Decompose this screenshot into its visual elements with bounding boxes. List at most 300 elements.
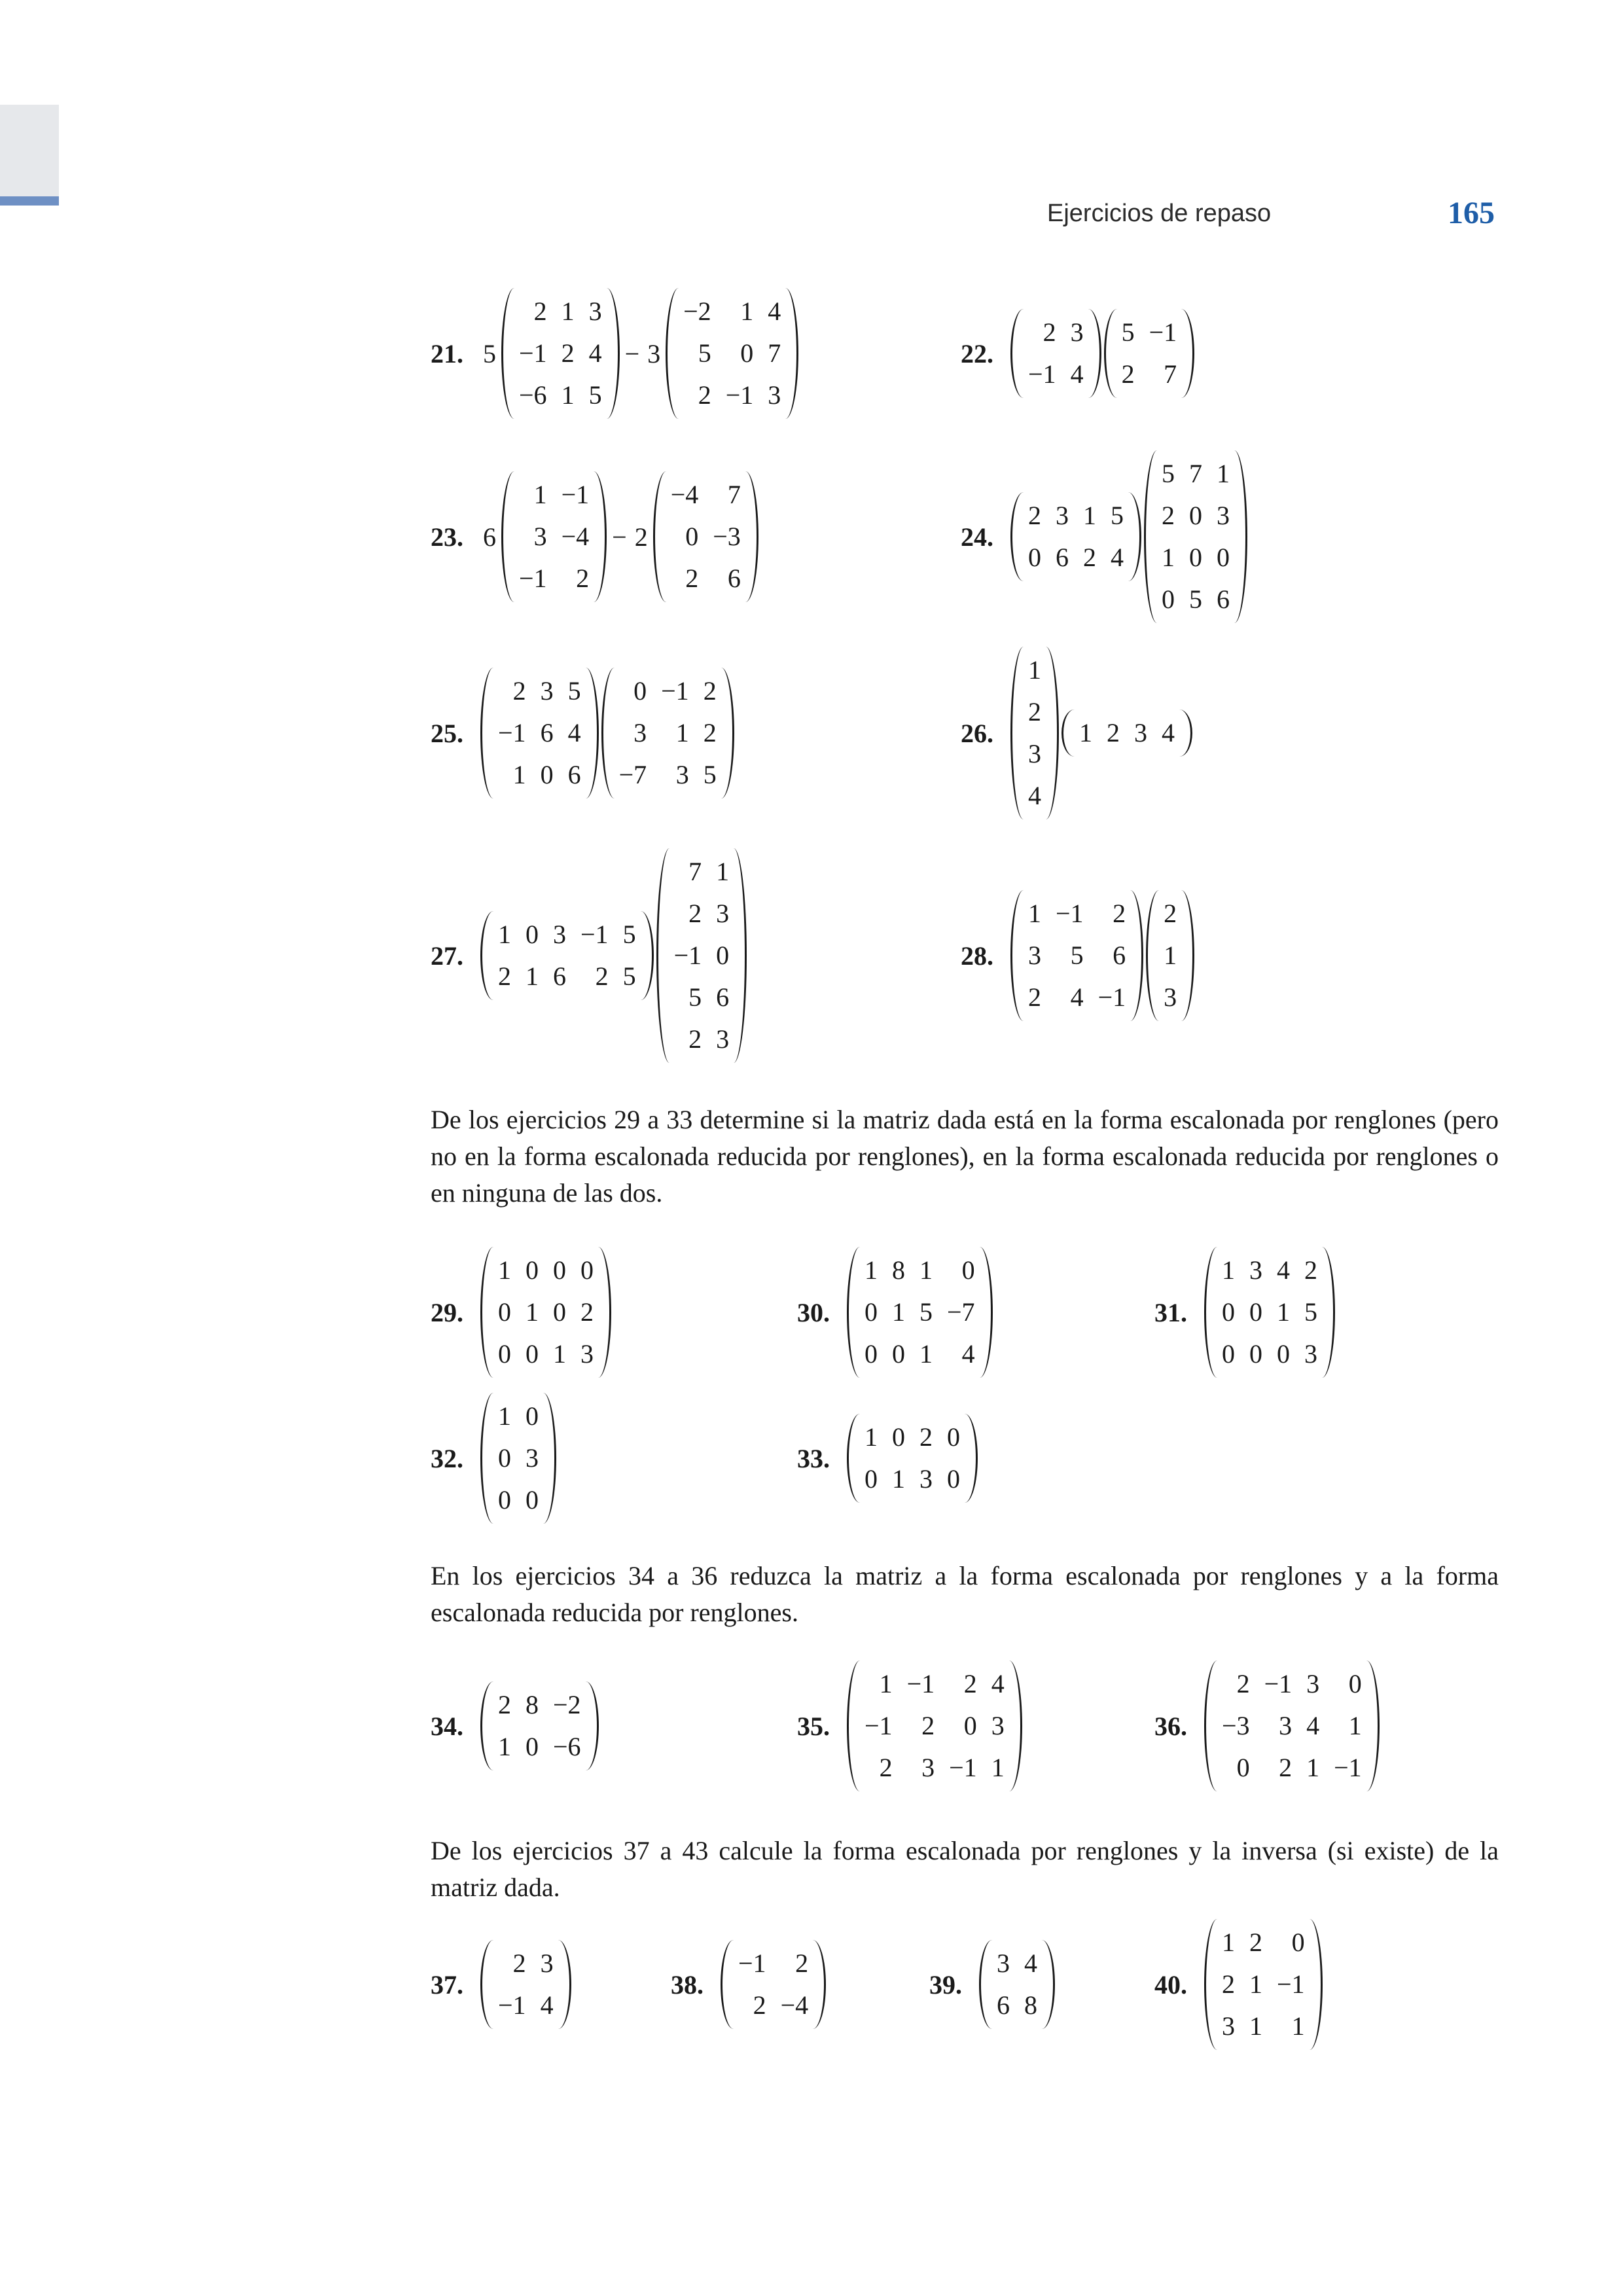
matrix-cell: 1	[1306, 1753, 1320, 1782]
exercise-number: 40.	[1154, 1969, 1187, 2000]
matrix-body	[516, 288, 605, 419]
matrix-cell: 0	[1249, 1339, 1262, 1369]
matrix-cell: 6	[567, 760, 581, 789]
matrix-cell: 5	[567, 676, 581, 706]
left-parenthesis	[847, 1414, 862, 1503]
matrix-cell: 0	[526, 1339, 539, 1369]
matrix	[480, 668, 599, 798]
matrix	[1010, 309, 1101, 398]
matrix-cell: −7	[618, 760, 647, 789]
right-parenthesis	[584, 668, 599, 798]
left-parenthesis	[653, 471, 668, 602]
matrix	[480, 1247, 611, 1378]
exercise-number: 27.	[431, 941, 463, 971]
matrix-cell: 3	[533, 522, 547, 551]
left-parenthesis	[1010, 492, 1026, 581]
matrix-cell: 2	[512, 676, 526, 706]
matrix	[847, 1247, 993, 1378]
matrix	[480, 1393, 556, 1524]
matrix-body	[1026, 309, 1086, 398]
exercise-number: 34.	[431, 1711, 463, 1741]
left-parenthesis	[721, 1940, 736, 2029]
matrix	[480, 911, 654, 1000]
matrix-cell: −6	[519, 380, 547, 410]
matrix-cell: 0	[498, 1297, 511, 1327]
left-parenthesis	[656, 848, 671, 1063]
matrix-cell: 3	[540, 676, 554, 706]
matrix-cell: 2	[1107, 718, 1120, 747]
matrix-cell: 2	[753, 1990, 766, 2020]
matrix-cell: 1	[561, 296, 575, 326]
matrix-cell: −4	[561, 522, 590, 551]
matrix-cell: 6	[716, 982, 730, 1012]
matrix-cell: 3	[1279, 1711, 1293, 1740]
matrix	[721, 1940, 826, 2029]
left-parenthesis	[480, 1940, 495, 2029]
matrix-cell: 3	[1306, 1669, 1320, 1698]
matrix-cell: 1	[919, 1255, 933, 1285]
matrix-cell: 2	[1028, 697, 1041, 726]
matrix-cell: 2	[698, 380, 711, 410]
matrix-cell: 0	[553, 1297, 566, 1327]
matrix-cell: 3	[921, 1753, 935, 1782]
matrix-cell: 1	[1222, 1928, 1235, 1957]
matrix-cell: 2	[688, 899, 702, 928]
exercise-number: 33.	[797, 1443, 830, 1473]
matrix	[1010, 492, 1141, 581]
matrix-cell: 0	[633, 676, 647, 706]
matrix-cell: 6	[553, 961, 566, 991]
matrix-cell: 1	[879, 1669, 893, 1698]
matrix-cell: 4	[1162, 718, 1175, 747]
matrix-cell: 1	[1222, 1255, 1235, 1285]
matrix-cell: −1	[673, 941, 702, 970]
right-parenthesis	[541, 1393, 556, 1524]
matrix-cell: 1	[533, 480, 547, 509]
matrix-cell: 0	[526, 920, 539, 949]
matrix-cell: 4	[1277, 1255, 1290, 1285]
matrix-cell: 2	[576, 564, 590, 593]
matrix-cell: 0	[498, 1485, 511, 1515]
matrix-cell: −1	[865, 1711, 893, 1740]
left-parenthesis	[501, 288, 516, 419]
matrix	[1204, 1247, 1335, 1378]
matrix-body	[1026, 492, 1126, 581]
matrix-cell: 1	[553, 1339, 566, 1369]
right-parenthesis	[556, 1940, 571, 2029]
matrix-cell: 4	[961, 1339, 975, 1369]
right-parenthesis	[743, 471, 758, 602]
matrix-cell: 3	[540, 1948, 554, 1978]
matrix-cell: 2	[533, 296, 547, 326]
matrix-body	[994, 1940, 1040, 2029]
scalar-coefficient: 3	[647, 338, 661, 368]
matrix-cell: 0	[740, 338, 754, 368]
matrix-cell: 0	[1291, 1928, 1305, 1957]
scalar-coefficient: 2	[634, 522, 648, 552]
right-parenthesis	[1040, 1940, 1055, 2029]
left-parenthesis	[480, 911, 495, 1000]
matrix	[656, 848, 747, 1063]
exercise-number: 21.	[431, 338, 463, 368]
left-parenthesis	[666, 288, 681, 419]
matrix-cell: 2	[498, 1690, 511, 1719]
right-parenthesis	[1044, 647, 1059, 819]
matrix-cell: 3	[1134, 718, 1147, 747]
right-parenthesis	[978, 1247, 993, 1378]
matrix-cell: 3	[1056, 501, 1069, 530]
matrix-cell: 1	[498, 1401, 511, 1431]
left-parenthesis	[501, 471, 516, 602]
right-parenthesis	[1364, 1660, 1380, 1791]
matrix-cell: 8	[1024, 1990, 1037, 2020]
matrix-cell: 1	[892, 1297, 905, 1327]
matrix-cell: 2	[921, 1711, 935, 1740]
instruction-paragraph-34-36: En los ejercicios 34 a 36 reduzca la matriz a la forma escalonada por renglones y a la forma escalonada reducida por renglones.	[431, 1561, 1499, 1627]
matrix-cell: 1	[991, 1753, 1005, 1782]
right-parenthesis	[1177, 709, 1192, 757]
matrix-cell: 0	[892, 1422, 905, 1452]
matrix-body	[862, 1660, 1007, 1791]
matrix-cell: 2	[1028, 982, 1041, 1012]
matrix-cell: 4	[540, 1990, 554, 2020]
right-parenthesis	[1179, 890, 1194, 1021]
matrix-body	[681, 288, 783, 419]
exercise-number: 37.	[431, 1969, 463, 2000]
exercise-number: 30.	[797, 1297, 830, 1327]
right-parenthesis	[1308, 1919, 1323, 2050]
matrix-body	[1161, 890, 1179, 1021]
matrix-cell: 0	[947, 1422, 960, 1452]
exercise-number: 26.	[961, 718, 993, 748]
matrix-cell: 1	[865, 1255, 878, 1285]
matrix-cell: 2	[685, 564, 699, 593]
matrix-cell: 7	[1189, 459, 1202, 488]
matrix-cell: 0	[865, 1339, 878, 1369]
instruction-paragraph-29-33: De los ejercicios 29 a 33 determine si la matriz dada está en la forma escalonada por renglones (pero no en la forma escalonada reducida por renglones), en la forma escalonada reducida por renglones o en ninguna de las dos.	[431, 1105, 1499, 1208]
matrix-cell: 0	[526, 1401, 539, 1431]
matrix-body	[495, 1940, 556, 2029]
matrix-body	[1077, 709, 1177, 757]
matrix-cell: 1	[716, 857, 730, 886]
left-parenthesis	[480, 1247, 495, 1378]
matrix-cell: 3	[1028, 941, 1041, 970]
left-parenthesis	[979, 1940, 994, 2029]
matrix	[1010, 890, 1143, 1021]
matrix-cell: 0	[685, 522, 699, 551]
matrix-cell: 3	[588, 296, 602, 326]
matrix-cell: 1	[1217, 459, 1230, 488]
matrix-cell: 5	[1121, 317, 1135, 347]
matrix-cell: 3	[580, 1339, 594, 1369]
matrix-cell: −1	[725, 380, 754, 410]
matrix-cell: 5	[588, 380, 602, 410]
matrix-cell: 0	[498, 1443, 511, 1473]
matrix-cell: 5	[622, 961, 636, 991]
matrix-cell: 3	[1222, 2011, 1235, 2041]
matrix-cell: 5	[1304, 1297, 1317, 1327]
matrix-cell: 0	[1277, 1339, 1290, 1369]
matrix-cell: 5	[1111, 501, 1124, 530]
matrix-body	[862, 1247, 978, 1378]
exercise-number: 29.	[431, 1297, 463, 1327]
matrix-cell: 5	[688, 982, 702, 1012]
minus-operator: −	[624, 338, 640, 368]
left-parenthesis	[1104, 309, 1119, 398]
left-parenthesis	[847, 1660, 862, 1791]
matrix-cell: 0	[1162, 584, 1175, 614]
matrix	[1144, 450, 1247, 623]
matrix-body	[516, 471, 592, 602]
matrix	[480, 1940, 571, 2029]
matrix-cell: −2	[683, 296, 711, 326]
matrix-cell: 6	[1056, 543, 1069, 572]
matrix-body	[1026, 647, 1044, 819]
matrix	[1204, 1919, 1323, 2050]
matrix-cell: 1	[740, 296, 754, 326]
matrix-cell: 2	[1043, 317, 1056, 347]
matrix-body	[616, 668, 719, 798]
matrix-cell: −1	[949, 1753, 977, 1782]
matrix	[653, 471, 758, 602]
left-parenthesis	[480, 1681, 495, 1770]
matrix-body	[495, 668, 584, 798]
matrix-cell: 0	[580, 1255, 594, 1285]
right-parenthesis	[1126, 492, 1141, 581]
matrix-cell: −1	[1028, 359, 1056, 389]
matrix-cell: 1	[1028, 655, 1041, 685]
matrix-cell: 2	[703, 676, 717, 706]
left-parenthesis	[1010, 309, 1026, 398]
matrix-cell: 2	[1164, 899, 1177, 928]
matrix-cell: 3	[553, 920, 566, 949]
matrix-cell: 0	[553, 1255, 566, 1285]
matrix-cell: 5	[703, 760, 717, 789]
right-parenthesis	[1128, 890, 1143, 1021]
right-parenthesis	[592, 471, 607, 602]
right-parenthesis	[605, 288, 620, 419]
matrix-cell: 3	[526, 1443, 539, 1473]
matrix-cell: 5	[919, 1297, 933, 1327]
matrix-cell: 0	[1189, 501, 1202, 530]
matrix-cell: 5	[698, 338, 711, 368]
matrix-cell: 1	[675, 718, 689, 747]
left-parenthesis	[1146, 890, 1161, 1021]
left-parenthesis	[1204, 1247, 1219, 1378]
matrix-cell: 1	[498, 920, 511, 949]
matrix-cell: 6	[1113, 941, 1126, 970]
matrix-cell: −1	[1264, 1669, 1293, 1698]
matrix	[1146, 890, 1194, 1021]
matrix-cell: −1	[1277, 1969, 1305, 1999]
matrix-cell: 1	[865, 1422, 878, 1452]
right-parenthesis	[1007, 1660, 1022, 1791]
right-parenthesis	[783, 288, 798, 419]
left-parenthesis	[1010, 647, 1026, 819]
matrix-cell: 4	[1070, 359, 1084, 389]
matrix-cell: 5	[622, 920, 636, 949]
matrix-cell: 1	[1079, 718, 1092, 747]
left-parenthesis	[1204, 1660, 1219, 1791]
right-parenthesis	[584, 1681, 599, 1770]
exercise-number: 22.	[961, 338, 993, 368]
matrix-cell: 3	[768, 380, 781, 410]
right-parenthesis	[1179, 309, 1194, 398]
matrix	[601, 668, 734, 798]
matrix-cell: 3	[633, 718, 647, 747]
matrix-body	[1159, 450, 1232, 623]
matrix-cell: 5	[1189, 584, 1202, 614]
matrix-cell: 2	[1121, 359, 1135, 389]
matrix-cell: −3	[713, 522, 741, 551]
matrix-body	[1219, 1919, 1308, 2050]
matrix-cell: 1	[1028, 899, 1041, 928]
right-parenthesis	[1232, 450, 1247, 623]
matrix-cell: 0	[1236, 1753, 1250, 1782]
left-parenthesis	[1010, 890, 1026, 1021]
matrix-cell: 4	[768, 296, 781, 326]
matrix-cell: 1	[892, 1464, 905, 1494]
matrix-body	[1219, 1247, 1320, 1378]
matrix-cell: 0	[963, 1711, 977, 1740]
matrix-cell: 0	[1348, 1669, 1362, 1698]
scalar-coefficient: 5	[483, 338, 496, 368]
matrix-body	[671, 848, 732, 1063]
matrix-cell: 1	[1083, 501, 1096, 530]
matrix-cell: 3	[991, 1711, 1005, 1740]
matrix-cell: 3	[675, 760, 689, 789]
matrix-cell: 1	[1164, 941, 1177, 970]
matrix-cell: 2	[580, 1297, 594, 1327]
matrix-cell: 3	[1028, 739, 1041, 768]
matrix	[1061, 709, 1192, 757]
matrix-cell: 0	[865, 1297, 878, 1327]
matrix-cell: 0	[1249, 1297, 1262, 1327]
matrix-cell: 4	[1024, 1948, 1037, 1978]
matrix-cell: 1	[526, 1297, 539, 1327]
matrix-cell: −1	[906, 1669, 935, 1698]
matrix-cell: 1	[526, 961, 539, 991]
matrix-cell: 2	[1236, 1669, 1250, 1698]
exercise-number: 35.	[797, 1711, 830, 1741]
matrix-cell: −1	[661, 676, 689, 706]
matrix-cell: 6	[727, 564, 741, 593]
matrix-cell: 8	[526, 1690, 539, 1719]
matrix-cell: 0	[716, 941, 730, 970]
matrix-cell: 1	[1162, 543, 1175, 572]
matrix	[1010, 647, 1059, 819]
left-parenthesis	[1144, 450, 1159, 623]
matrix-cell: −6	[553, 1732, 581, 1761]
matrix-body	[862, 1414, 963, 1503]
matrix-cell: 2	[512, 1948, 526, 1978]
matrix	[480, 1681, 599, 1770]
matrix	[666, 288, 798, 419]
right-parenthesis	[1320, 1247, 1335, 1378]
matrix-cell: 2	[919, 1422, 933, 1452]
exercise-number: 32.	[431, 1443, 463, 1473]
matrix-cell: 2	[688, 1024, 702, 1054]
matrix	[501, 471, 607, 602]
matrix	[847, 1414, 978, 1503]
matrix-cell: 1	[1291, 2011, 1305, 2041]
matrix-body	[495, 1681, 584, 1770]
matrix-cell: 5	[1070, 941, 1084, 970]
matrix-cell: 1	[561, 380, 575, 410]
matrix-cell: 7	[768, 338, 781, 368]
matrix-cell: 2	[1162, 501, 1175, 530]
right-parenthesis	[596, 1247, 611, 1378]
matrix-cell: 6	[997, 1990, 1010, 2020]
matrix-body	[1219, 1660, 1364, 1791]
matrix-cell: −1	[1334, 1753, 1362, 1782]
matrix-cell: 1	[498, 1255, 511, 1285]
matrix-cell: 3	[997, 1948, 1010, 1978]
matrix-cell: 0	[1222, 1339, 1235, 1369]
matrix-cell: 0	[947, 1464, 960, 1494]
matrix-cell: 2	[1028, 501, 1041, 530]
matrix-cell: 3	[716, 899, 730, 928]
matrix-cell: 2	[1083, 543, 1096, 572]
matrix-cell: 0	[540, 760, 554, 789]
matrix-cell: 4	[991, 1669, 1005, 1698]
matrix-body	[1026, 890, 1128, 1021]
matrix	[1104, 309, 1195, 398]
matrix-cell: 0	[1222, 1297, 1235, 1327]
scalar-coefficient: 6	[483, 522, 496, 552]
instruction-paragraph-37-43: De los ejercicios 37 a 43 calcule la forma escalonada por renglones y la inversa (si existe) de la matriz dada.	[431, 1836, 1499, 1902]
left-parenthesis	[601, 668, 616, 798]
matrix-cell: 1	[919, 1339, 933, 1369]
page-number: 165	[1448, 196, 1495, 230]
matrix	[847, 1660, 1022, 1791]
matrix-cell: 2	[595, 961, 609, 991]
matrix-cell: 5	[1162, 459, 1175, 488]
left-parenthesis	[480, 668, 495, 798]
matrix-cell: −1	[519, 564, 547, 593]
matrix-body	[736, 1940, 811, 2029]
matrix-cell: 3	[716, 1024, 730, 1054]
exercise-number: 36.	[1154, 1711, 1187, 1741]
matrix-body	[495, 1393, 541, 1524]
matrix-cell: 0	[1217, 543, 1230, 572]
matrix-cell: −1	[519, 338, 547, 368]
matrix	[1204, 1660, 1380, 1791]
matrix-cell: −1	[1056, 899, 1084, 928]
left-parenthesis	[480, 1393, 495, 1524]
matrix-cell: 1	[1249, 2011, 1262, 2041]
matrix-cell: 1	[1348, 1711, 1362, 1740]
matrix-cell: 7	[688, 857, 702, 886]
matrix-cell: 3	[1304, 1339, 1317, 1369]
matrix-cell: 8	[892, 1255, 905, 1285]
matrix-cell: 0	[526, 1732, 539, 1761]
matrix-cell: 2	[498, 961, 511, 991]
matrix-cell: 3	[1070, 317, 1084, 347]
matrix-cell: 0	[1028, 543, 1041, 572]
exercise-number: 38.	[671, 1969, 704, 2000]
matrix-cell: 2	[1279, 1753, 1293, 1782]
exercise-number: 25.	[431, 718, 463, 748]
matrix-cell: −1	[738, 1948, 766, 1978]
matrix-cell: −1	[498, 718, 526, 747]
matrix-cell: 2	[703, 718, 717, 747]
right-parenthesis	[639, 911, 654, 1000]
exercise-number: 28.	[961, 941, 993, 971]
right-parenthesis	[719, 668, 734, 798]
exercise-number: 39.	[929, 1969, 962, 2000]
matrix-body	[668, 471, 743, 602]
